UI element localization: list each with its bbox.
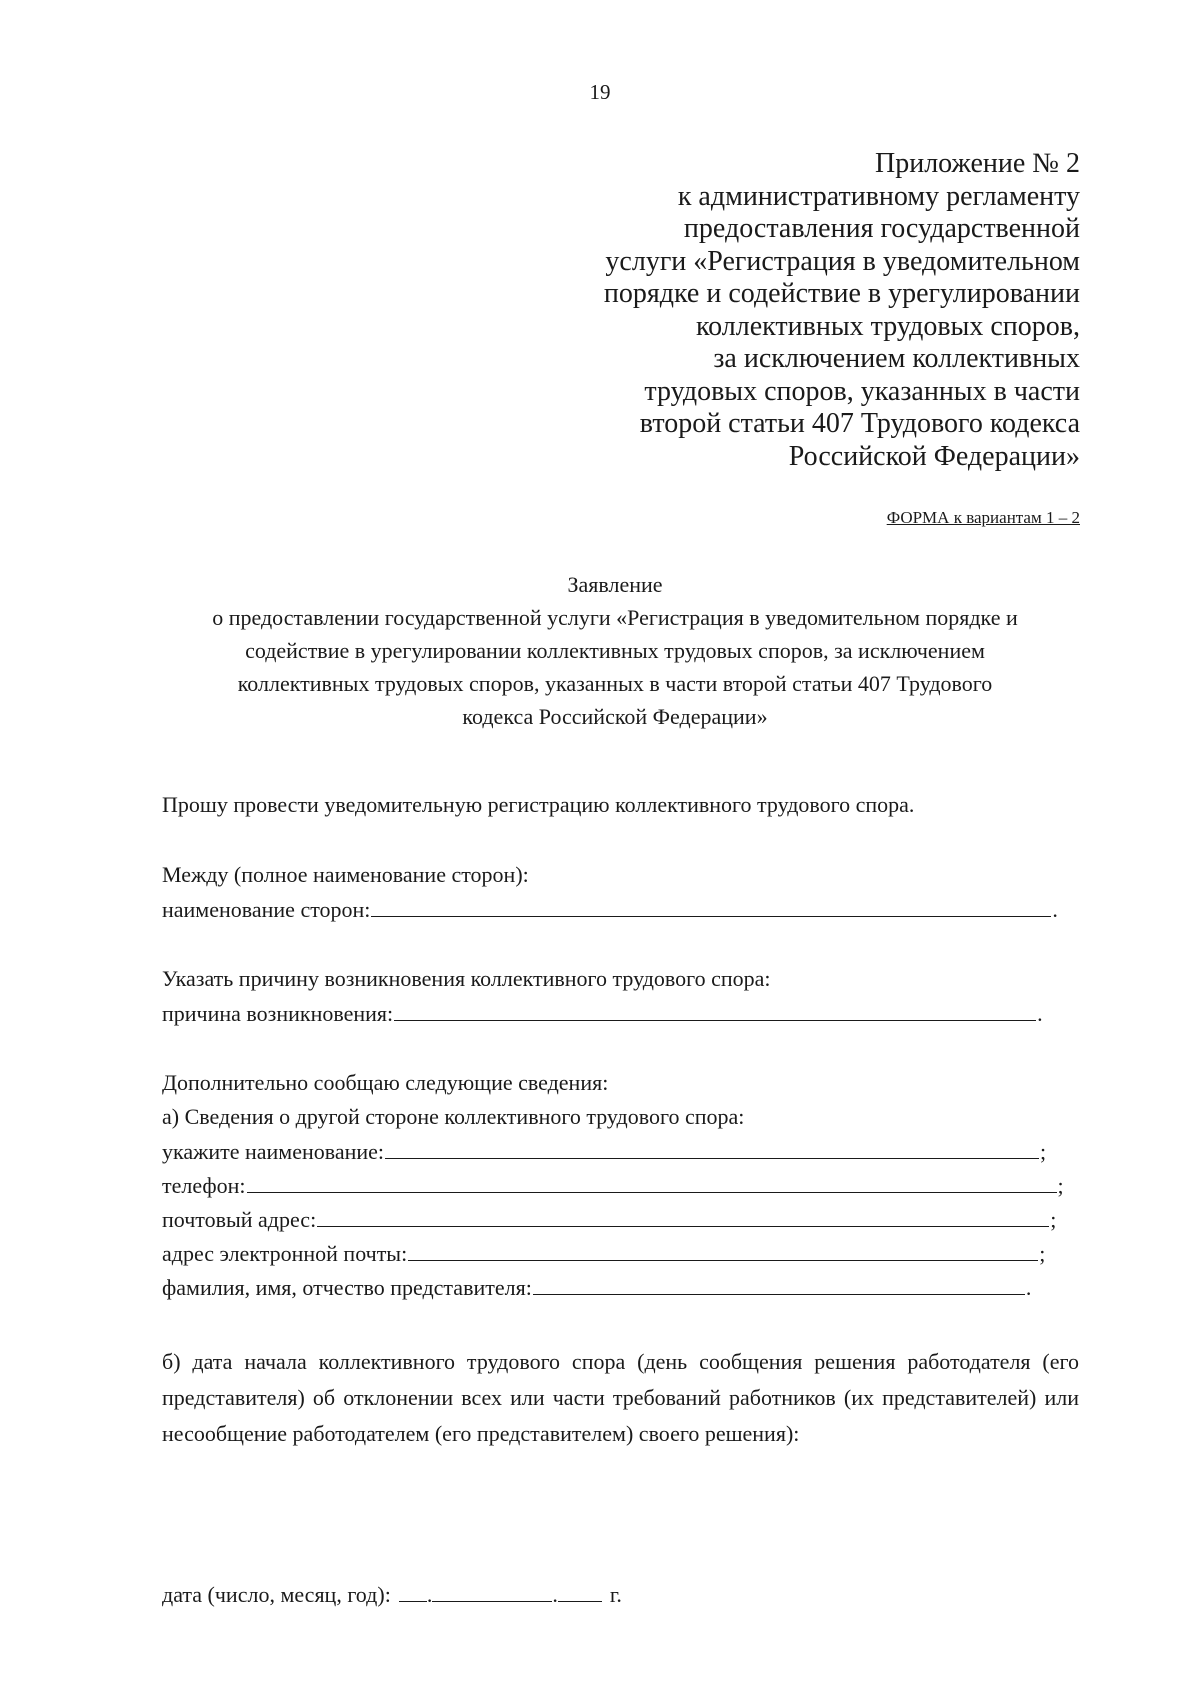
title-line: содействие в урегулировании коллективных трудовых споров, за исключением — [245, 638, 985, 663]
reason-field-label: причина возникновения: — [162, 1001, 394, 1026]
date-day-input[interactable] — [399, 1579, 427, 1602]
email-field — [162, 1236, 1045, 1271]
other-party-name-field — [162, 1134, 1046, 1169]
field-label: укажите наименование: — [162, 1139, 385, 1164]
postal-address-field — [162, 1202, 1056, 1237]
reason-heading: Указать причину возникновения коллективного трудового спора: — [162, 966, 771, 991]
page-number: 19 — [589, 80, 611, 104]
appendix-line: порядке и содействие в урегулировании — [603, 278, 1080, 309]
date-year-input[interactable] — [558, 1579, 602, 1602]
reason-input[interactable] — [394, 996, 1036, 1021]
email-input[interactable] — [408, 1236, 1038, 1261]
appendix-line: трудовых споров, указанных в части — [644, 375, 1080, 407]
document-title — [150, 568, 1080, 733]
field-label: почтовый адрес: — [162, 1207, 317, 1232]
parties-heading: Между (полное наименование сторон): — [162, 862, 529, 887]
appendix-line: предоставления государственной — [683, 213, 1080, 244]
appendix-line: Российской Федерации» — [788, 440, 1080, 472]
parties-field-label: наименование сторон: — [162, 897, 371, 922]
parties-input[interactable] — [371, 892, 1051, 917]
appendix-line: за исключением коллективных — [713, 343, 1080, 374]
field-end: ; — [1050, 1207, 1057, 1232]
field-label: фамилия, имя, отчество представителя: — [162, 1275, 532, 1300]
additional-heading: Дополнительно сообщаю следующие сведения: — [162, 1070, 609, 1095]
phone-input[interactable] — [247, 1168, 1057, 1193]
additional-subheading: а) Сведения о другой стороне коллективного трудового спора: — [162, 1104, 745, 1129]
title-line: коллективных трудовых споров, указанных в части второй статьи 407 Трудового — [237, 671, 993, 696]
title-line: о предоставлении государственной услуги «Регистрация в уведомительном порядке и — [212, 605, 1018, 630]
field-end: . — [1025, 1275, 1032, 1300]
start-date-field — [162, 1578, 622, 1612]
other-party-name-input[interactable] — [385, 1134, 1039, 1159]
appendix-line: услуги «Регистрация в уведомительном — [605, 245, 1080, 277]
field-end: ; — [1040, 1139, 1047, 1164]
field-label: адрес электронной почты: — [162, 1241, 408, 1266]
title-heading: Заявление — [567, 572, 663, 597]
phone-field — [162, 1168, 1064, 1203]
title-line: кодекса Российской Федерации» — [462, 704, 768, 729]
start-date-text: б) дата начала коллективного трудового спора (день сообщения решения работодателя (его представителя) об отклонении всех или части требований работников (их представителей) или несообщение работодателем (его представителем) своего решения): — [162, 1349, 1079, 1446]
date-label: дата (число, месяц, год): — [162, 1582, 391, 1607]
representative-field — [162, 1270, 1031, 1305]
reason-field — [162, 996, 1043, 1031]
date-separator: . — [552, 1582, 558, 1607]
appendix-line: второй статьи 407 Трудового кодекса — [639, 408, 1080, 439]
field-end: . — [1037, 1001, 1043, 1026]
form-label: ФОРМА к вариантам 1 – 2 — [886, 508, 1080, 527]
field-end: ; — [1057, 1173, 1064, 1198]
date-month-input[interactable] — [432, 1579, 552, 1602]
date-separator: . — [426, 1582, 433, 1607]
request-text: Прошу провести уведомительную регистрацию коллективного трудового спора. — [162, 792, 915, 817]
appendix-header — [520, 148, 1080, 473]
date-suffix: г. — [609, 1582, 622, 1607]
appendix-line: Приложение № 2 — [875, 148, 1080, 179]
parties-field — [162, 892, 1058, 927]
field-end: ; — [1039, 1241, 1046, 1266]
appendix-line: к административному регламенту — [677, 180, 1080, 212]
field-end: . — [1052, 897, 1058, 922]
appendix-line: коллективных трудовых споров, — [695, 310, 1080, 342]
representative-input[interactable] — [533, 1270, 1025, 1295]
field-label: телефон: — [162, 1173, 246, 1198]
postal-address-input[interactable] — [317, 1202, 1049, 1227]
